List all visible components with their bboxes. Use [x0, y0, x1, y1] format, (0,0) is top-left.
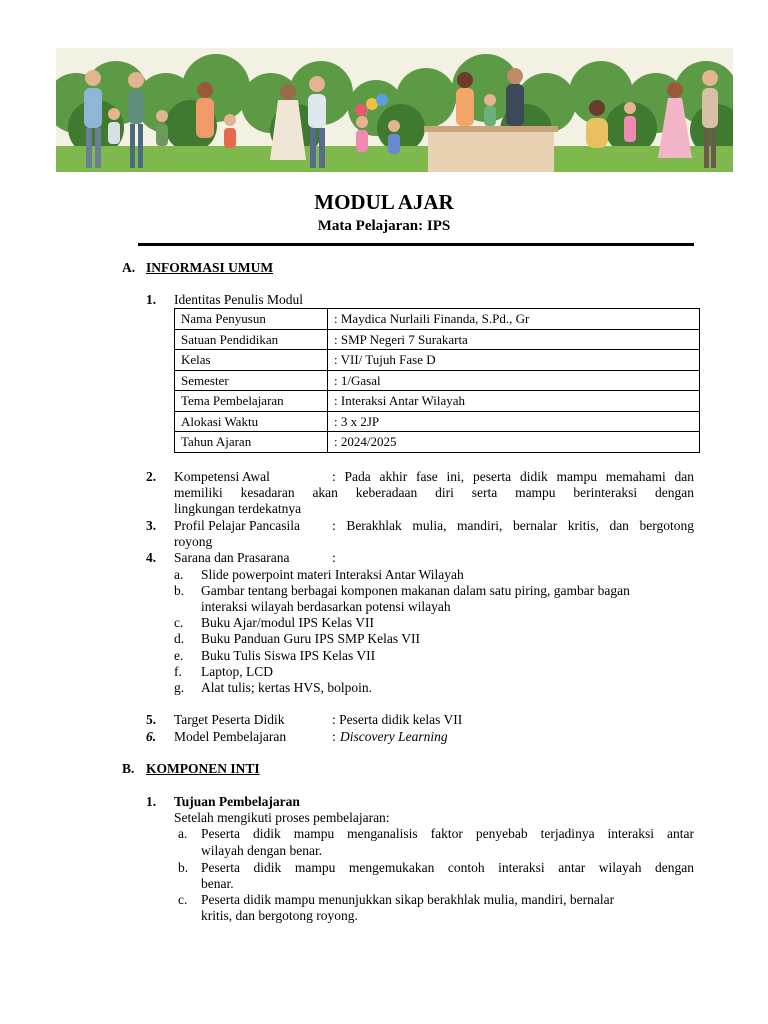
title-divider: [138, 243, 694, 246]
identity-value: : 3 x 2JP: [328, 411, 700, 432]
a5-number: 5.: [146, 712, 157, 727]
a4-sub-text: Buku Ajar/modul IPS Kelas VII: [201, 615, 374, 630]
a4-sub-text: Laptop, LCD: [201, 664, 273, 679]
b1-intro: Setelah mengikuti proses pembelajaran:: [174, 810, 390, 825]
b1-sub-letter: a.: [178, 826, 188, 841]
identity-key: Tema Pembelajaran: [175, 391, 328, 412]
identity-table: [174, 308, 700, 453]
a2-number: 2.: [146, 469, 157, 484]
a6-value: Discovery Learning: [340, 729, 448, 744]
a5-value: : Peserta didik kelas VII: [332, 712, 463, 727]
a4-colon: :: [332, 550, 336, 565]
identity-value: : 2024/2025: [328, 432, 700, 453]
table-row: [175, 432, 700, 453]
b1-sub-text: wilayah dengan benar.: [201, 843, 323, 858]
table-row: [175, 329, 700, 350]
identity-key: Kelas: [175, 350, 328, 371]
identity-value: : Maydica Nurlaili Finanda, S.Pd., Gr: [328, 309, 700, 330]
a3-text-line2: royong: [174, 534, 213, 549]
a3-text-line1: : Berakhlak mulia, mandiri, bernalar kritis, dan bergotong: [332, 518, 694, 533]
b1-sub-letter: c.: [178, 892, 188, 907]
a4-sub-letter: f.: [174, 664, 182, 679]
section-b-letter: B.: [122, 761, 135, 776]
section-b-heading: KOMPONEN INTI: [146, 761, 260, 776]
table-row: [175, 370, 700, 391]
a6-colon: :: [332, 729, 336, 744]
a2-text-line3: lingkungan terdekatnya: [174, 501, 302, 516]
identity-value: : Interaksi Antar Wilayah: [328, 391, 700, 412]
table-row: [175, 309, 700, 330]
a2-text-line2: memiliki kesadaran akan keberadaan diri serta mampu berinteraksi dengan: [174, 485, 694, 500]
a3-number: 3.: [146, 518, 157, 533]
a4-number: 4.: [146, 550, 157, 565]
a4-sub-letter: c.: [174, 615, 184, 630]
b1-sub-text: Peserta didik mampu mengemukakan contoh interaksi antar wilayah dengan: [201, 860, 694, 875]
a4-sub-letter: g.: [174, 680, 185, 695]
identity-key: Tahun Ajaran: [175, 432, 328, 453]
a1-label: Identitas Penulis Modul: [174, 292, 303, 307]
identity-key: Alokasi Waktu: [175, 411, 328, 432]
a4-label: Sarana dan Prasarana: [174, 550, 290, 565]
table-row: [175, 350, 700, 371]
a4-sub-text: Alat tulis; kertas HVS, bolpoin.: [201, 680, 372, 695]
a4-sub-letter: b.: [174, 583, 185, 598]
table-row: [175, 391, 700, 412]
a4-sub-text: Gambar tentang berbagai komponen makanan dalam satu piring, gambar bagan: [201, 583, 630, 598]
identity-key: Satuan Pendidikan: [175, 329, 328, 350]
a2-text-line1: : Pada akhir fase ini, peserta didik mampu memahami dan: [332, 469, 694, 484]
a5-label: Target Peserta Didik: [174, 712, 285, 727]
b1-label: Tujuan Pembelajaran: [174, 794, 300, 809]
b1-sub-text: benar.: [201, 876, 234, 891]
a4-sub-letter: a.: [174, 567, 184, 582]
table-row: [175, 411, 700, 432]
b1-sub-letter: b.: [178, 860, 189, 875]
document-subtitle: Mata Pelajaran: IPS: [317, 218, 451, 234]
identity-value: : 1/Gasal: [328, 370, 700, 391]
b1-sub-text: Peserta didik mampu menunjukkan sikap berakhlak mulia, mandiri, bernalar: [201, 892, 615, 907]
a4-sub-text: Buku Tulis Siswa IPS Kelas VII: [201, 648, 376, 663]
a4-sub-text: interaksi wilayah berdasarkan potensi wilayah: [201, 599, 451, 614]
a2-label: Kompetensi Awal: [174, 469, 270, 484]
b1-sub-text: kritis, dan bergotong royong.: [201, 908, 358, 923]
identity-key: Nama Penyusun: [175, 309, 328, 330]
a4-sub-text: Buku Panduan Guru IPS SMP Kelas VII: [201, 631, 421, 646]
header-banner-illustration: [56, 48, 733, 172]
a4-sub-letter: d.: [174, 631, 185, 646]
a4-sub-letter: e.: [174, 648, 184, 663]
identity-value: : VII/ Tujuh Fase D: [328, 350, 700, 371]
identity-key: Semester: [175, 370, 328, 391]
section-a-letter: A.: [122, 260, 136, 275]
document-title: MODUL AJAR: [314, 190, 454, 214]
a6-number: 6.: [146, 729, 157, 744]
a3-label: Profil Pelajar Pancasila: [174, 518, 300, 533]
b1-number: 1.: [146, 794, 157, 809]
a4-sub-text: Slide powerpoint materi Interaksi Antar Wilayah: [201, 567, 464, 582]
section-a-heading: INFORMASI UMUM: [146, 260, 274, 275]
a1-number: 1.: [146, 292, 157, 307]
a6-label: Model Pembelajaran: [174, 729, 287, 744]
identity-value: : SMP Negeri 7 Surakarta: [328, 329, 700, 350]
b1-sub-text: Peserta didik mampu menganalisis faktor penyebab terjadinya interaksi antar: [201, 826, 694, 841]
